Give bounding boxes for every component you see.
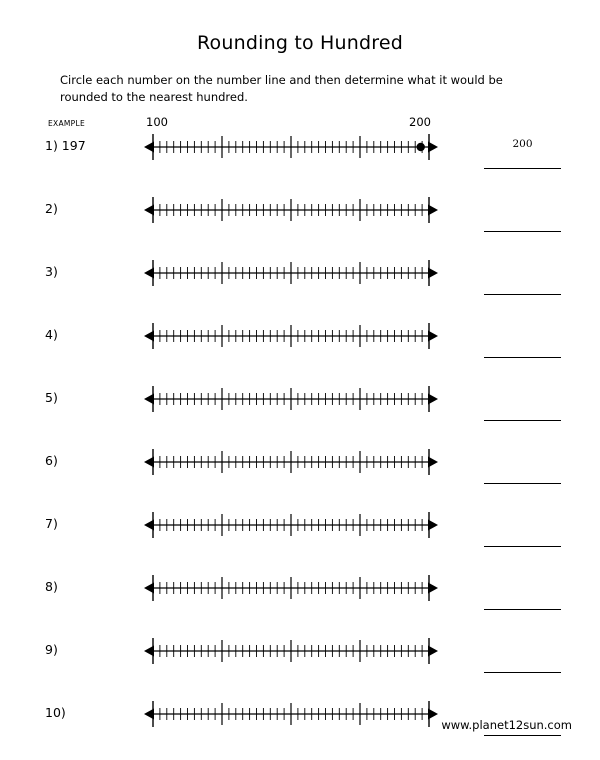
number-line[interactable] <box>143 571 439 605</box>
answer-blank[interactable] <box>484 595 561 610</box>
axis-left-label: 100 <box>146 115 168 129</box>
problem-number: 3) <box>45 264 58 279</box>
answer-blank[interactable] <box>484 280 561 295</box>
answer-blank[interactable] <box>484 154 561 169</box>
answer-blank[interactable] <box>484 406 561 421</box>
number-line[interactable] <box>143 319 439 353</box>
answer-blank[interactable] <box>484 217 561 232</box>
problem-number: 4) <box>45 327 58 342</box>
problem-number: 8) <box>45 579 58 594</box>
answer-blank[interactable] <box>484 343 561 358</box>
problem-row <box>0 256 600 319</box>
number-line[interactable] <box>143 256 439 290</box>
number-line[interactable] <box>143 634 439 668</box>
problem-row <box>0 571 600 634</box>
answer-blank[interactable] <box>484 658 561 673</box>
problem-row <box>0 193 600 256</box>
answer-blank[interactable] <box>484 532 561 547</box>
problem-row <box>0 319 600 382</box>
number-line[interactable] <box>143 130 439 164</box>
answer-blank[interactable] <box>484 469 561 484</box>
problem-number: 7) <box>45 516 58 531</box>
problem-number: 9) <box>45 642 58 657</box>
footer-url: www.planet12sun.com <box>441 718 572 732</box>
number-line[interactable] <box>143 445 439 479</box>
number-line[interactable] <box>143 508 439 542</box>
number-line[interactable] <box>143 382 439 416</box>
axis-right-label: 200 <box>409 115 431 129</box>
number-line[interactable] <box>143 193 439 227</box>
problem-row <box>0 508 600 571</box>
problem-row <box>0 445 600 508</box>
problem-row <box>0 634 600 697</box>
problem-row <box>0 130 600 193</box>
number-line[interactable] <box>143 697 439 731</box>
problem-rows <box>0 130 600 760</box>
problem-number: 10) <box>45 705 66 720</box>
problem-number: 6) <box>45 453 58 468</box>
problem-row <box>0 382 600 445</box>
problem-number: 1) 197 <box>45 138 86 153</box>
problem-number: 2) <box>45 201 58 216</box>
instructions-text: Circle each number on the number line and then determine what it would be rounded to the nearest hundred. <box>60 73 503 104</box>
page-title: Rounding to Hundred <box>196 32 404 54</box>
answer-value: 200 <box>512 138 533 150</box>
problem-number: 5) <box>45 390 58 405</box>
example-tag: EXAMPLE <box>48 119 86 128</box>
